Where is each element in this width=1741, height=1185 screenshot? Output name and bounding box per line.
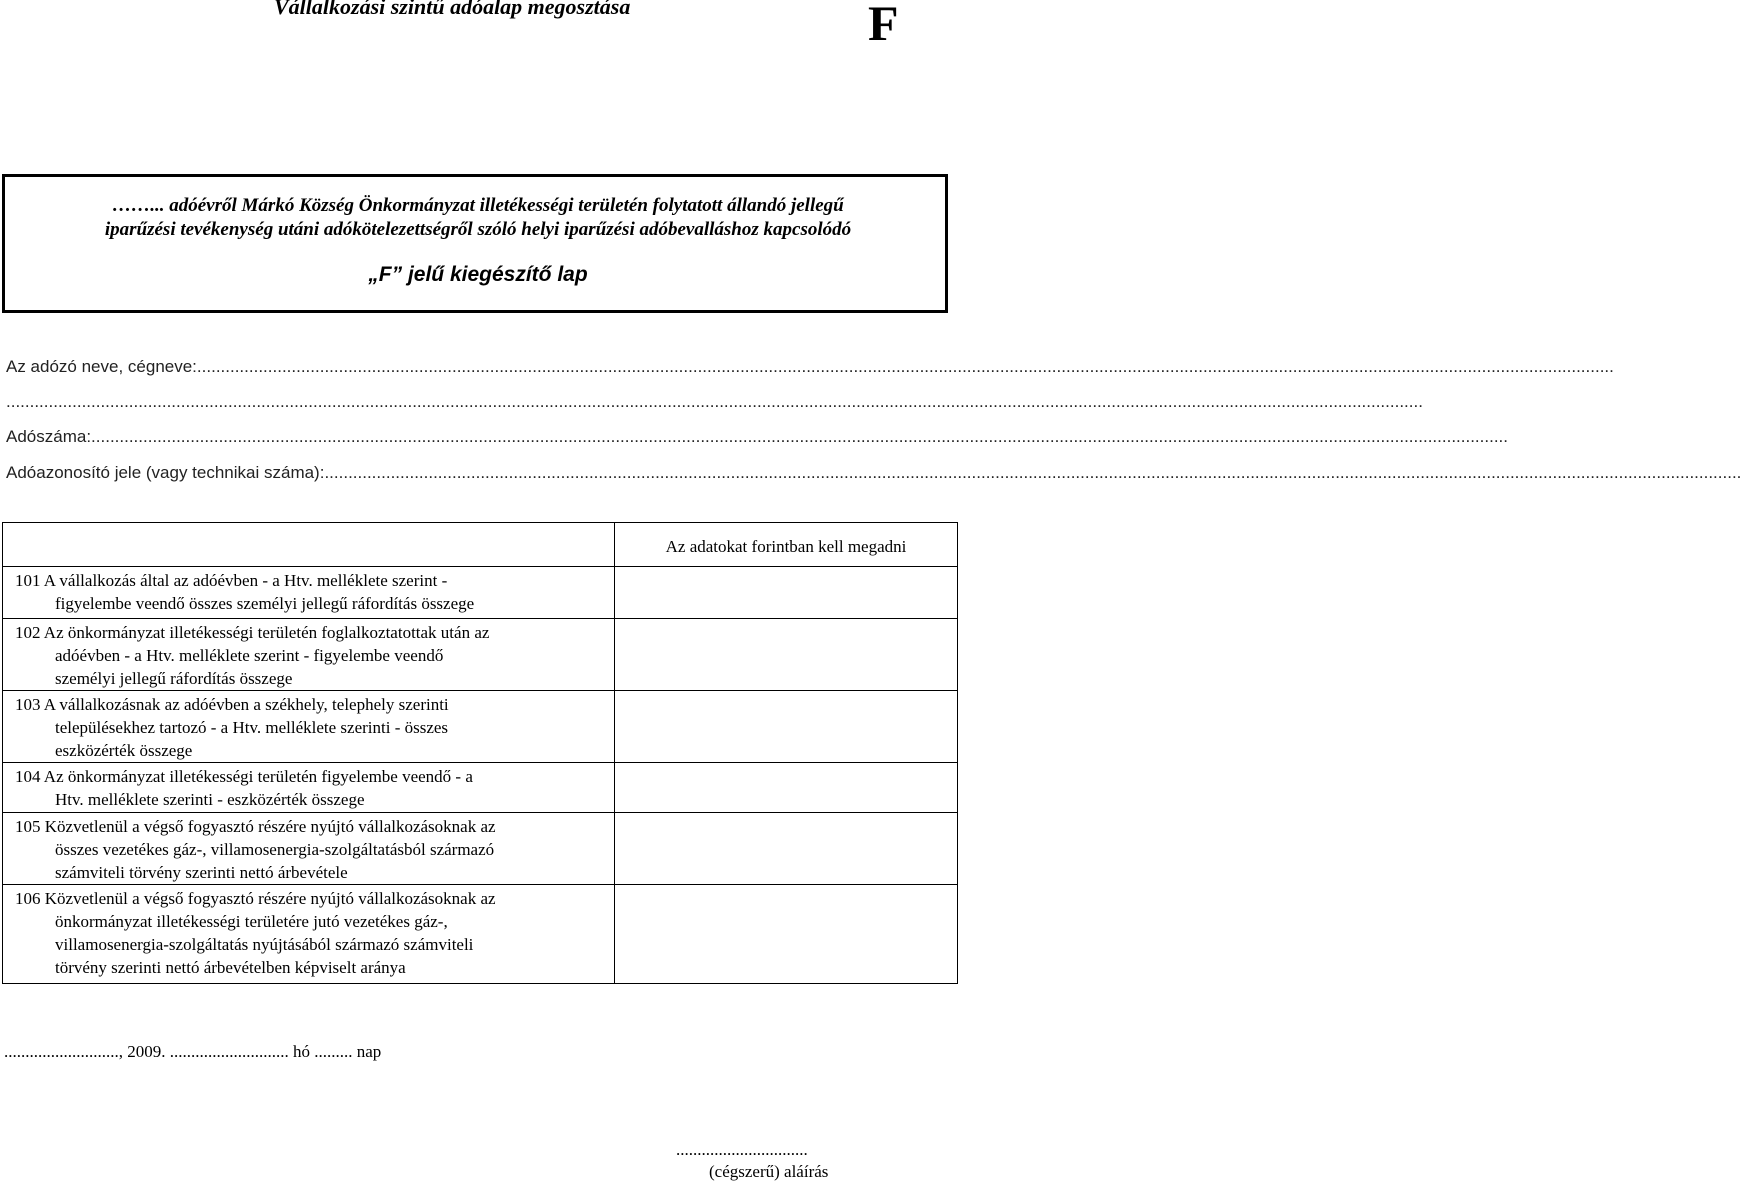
row-label-continuation: településekhez tartozó - a Htv. melléklete szerinti - összes: [55, 718, 449, 737]
signature-label: (cégszerű) aláírás: [709, 1162, 829, 1181]
header-box: [2, 174, 948, 313]
table-row: [3, 566, 614, 618]
taxpayer-name-label: Az adózó neve, cégneve:: [6, 357, 197, 376]
tax-number-line[interactable]: [6, 427, 1508, 447]
signature-dots: ...............................: [676, 1140, 808, 1159]
row-label-first-line: 101 A vállalkozás által az adóévben - a Htv. melléklete szerint -: [15, 571, 448, 590]
amount-column-header: Az adatokat forintban kell megadni: [665, 537, 907, 556]
taxpayer-name-continuation[interactable]: [6, 392, 1423, 412]
table-row: [3, 884, 614, 985]
form-letter: F: [868, 0, 899, 51]
row-label-first-line: 102 Az önkormányzat illetékességi területén foglalkoztatottak után az: [15, 623, 490, 642]
row-label-continuation: törvény szerinti nettó árbevételben képviselt aránya: [55, 958, 406, 977]
data-table: [2, 522, 958, 984]
tax-id-dots: ............................................................................................................................................................................................................................................................................................................: [324, 463, 1741, 482]
row-label-continuation: adóévben - a Htv. melléklete szerint - figyelembe veendő: [55, 646, 444, 665]
taxpayer-name-dots-2: ............................................................................................................................................................................................................................................................................................................: [6, 392, 1423, 411]
amount-cell-border: [614, 566, 957, 567]
amount-cell-border: [614, 762, 957, 763]
table-row: [3, 618, 614, 690]
row-label-continuation: önkormányzat illetékességi területére jutó vezetékes gáz-,: [55, 912, 448, 931]
row-label-continuation: villamosenergia-szolgáltatás nyújtásából származó számviteli: [55, 935, 474, 954]
table-row: [3, 812, 614, 884]
row-label-first-line: 104 Az önkormányzat illetékességi területén figyelembe veendő - a: [15, 767, 473, 786]
row-label-continuation: személyi jellegű ráfordítás összege: [55, 669, 293, 688]
header-line-1: ……... adóévről Márkó Község Önkormányzat illetékességi területén folytatott állandó jellegű: [112, 195, 844, 216]
date-line[interactable]: ..........................., 2009. ............................ hó ......... nap: [4, 1042, 382, 1061]
row-label-first-line: 106 Közvetlenül a végső fogyasztó részére nyújtó vállalkozásoknak az: [15, 889, 496, 908]
table-row: [3, 690, 614, 762]
taxpayer-name-dots: ............................................................................................................................................................................................................................................................................................................: [196, 357, 1614, 376]
tax-number-label: Adószáma:: [6, 427, 92, 446]
row-label-first-line: 103 A vállalkozásnak az adóévben a székhely, telephely szerinti: [15, 695, 449, 714]
row-label-continuation: eszközérték összege: [55, 741, 193, 760]
amount-cell-border: [614, 690, 957, 691]
document-title: Vállalkozási szintű adóalap megosztása: [274, 0, 631, 19]
tax-id-label: Adóazonosító jele (vagy technikai száma):: [6, 463, 325, 482]
header-line-2: iparűzési tevékenység utáni adókötelezettségről szóló helyi iparűzési adóbevalláshoz kapcsolódó: [104, 219, 852, 240]
amount-cell-border: [614, 884, 957, 885]
table-row: [3, 762, 614, 812]
amount-cell-border: [614, 812, 957, 813]
row-label-continuation: összes vezetékes gáz-, villamosenergia-szolgáltatásból származó: [55, 840, 495, 859]
taxpayer-name-line[interactable]: [6, 357, 1614, 377]
amount-cell-border: [614, 618, 957, 619]
row-label-first-line: 105 Közvetlenül a végső fogyasztó részére nyújtó vállalkozásoknak az: [15, 817, 496, 836]
form-subtitle: „F” jelű kiegészítő lap: [368, 263, 588, 286]
row-label-continuation: számviteli törvény szerinti nettó árbevétele: [55, 863, 348, 882]
table-column-divider: [614, 523, 615, 983]
row-label-continuation: Htv. melléklete szerinti - eszközérték összege: [55, 790, 365, 809]
tax-number-dots: ............................................................................................................................................................................................................................................................................................................: [91, 427, 1508, 446]
row-label-continuation: figyelembe veendő összes személyi jellegű ráfordítás összege: [55, 594, 475, 613]
tax-id-line[interactable]: [6, 463, 1741, 483]
